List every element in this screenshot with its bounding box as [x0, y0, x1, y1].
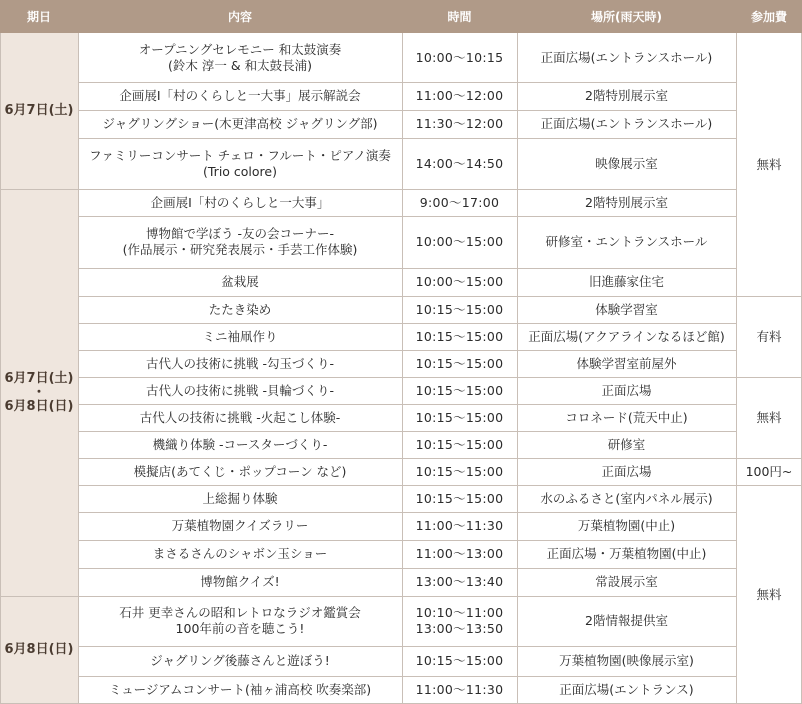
fee-free-3: 無料	[736, 485, 802, 704]
row-divider	[78, 268, 736, 269]
row-7-place-text: 旧進藤家住宅	[588, 274, 664, 289]
row-11-time	[402, 377, 517, 404]
row-5-place	[517, 189, 736, 216]
row-8-place	[517, 296, 736, 323]
row-7-content	[78, 268, 402, 296]
row-1-place	[517, 33, 736, 82]
day-june8	[0, 596, 78, 704]
row-13-time-line-1: 10:15～15:00	[415, 436, 504, 452]
row-15-time-line-1: 10:15～15:00	[415, 490, 504, 506]
header-day: 期日	[0, 0, 78, 33]
row-18-place-text: 常設展示室	[595, 574, 658, 589]
row-19-time-line-2: 13:00～13:50	[415, 621, 504, 636]
row-divider	[78, 296, 736, 297]
fee-100yen: 100円~	[736, 458, 802, 485]
row-2-time-line-1: 11:00～12:00	[415, 88, 504, 103]
row-21-content-line-1: ミュージアムコンサート(袖ヶ浦高校 吹奏楽部)	[108, 682, 372, 697]
row-4-content-line-1: ファミリーコンサート チェロ・フルート・ピアノ演奏	[89, 147, 391, 163]
row-1-content-line-1: オープニングセレモニー 和太鼓演奏	[138, 41, 342, 57]
row-21-place-text: 正面広場(エントランス)	[559, 682, 694, 697]
column-divider	[736, 33, 737, 704]
row-6-place-text: 研修室・エントランスホール	[545, 234, 708, 249]
row-13-place-text: 研修室	[607, 436, 646, 452]
row-2-place-text: 2階特別展示室	[585, 88, 668, 103]
row-14-time	[402, 458, 517, 485]
row-9-place-text: 正面広場(アクアラインなるほど館)	[528, 328, 725, 344]
column-divider	[517, 33, 518, 704]
fee-free-1: 無料	[736, 33, 802, 296]
row-20-place-text: 万葉植物園(映像展示室)	[559, 653, 694, 668]
row-19-place-text: 2階情報提供室	[585, 613, 668, 628]
row-13-time	[402, 431, 517, 458]
row-20-place	[517, 646, 736, 676]
row-5-content-line-1: 企画展Ⅰ「村のくらしと一大事」	[150, 194, 330, 210]
row-divider	[78, 189, 736, 190]
row-4-place-text: 映像展示室	[595, 155, 658, 171]
row-8-content-line-1: たたき染め	[208, 301, 272, 317]
row-14-content	[78, 458, 402, 485]
row-12-place-text: コロネード(荒天中止)	[565, 409, 688, 425]
row-10-place-text: 体験学習室前屋外	[576, 355, 677, 371]
row-17-content-line-1: まさるさんのシャボン玉ショー	[152, 546, 328, 561]
row-6-time-line-1: 10:00～15:00	[415, 234, 504, 249]
row-divider	[78, 404, 736, 405]
row-divider	[78, 350, 736, 351]
row-10-place	[517, 350, 736, 377]
row-5-place-text: 2階特別展示室	[585, 194, 668, 210]
row-7-content-line-1: 盆栽展	[221, 274, 259, 289]
row-16-time	[402, 512, 517, 540]
row-1-place-text: 正面広場(エントランスホール)	[540, 49, 713, 65]
row-10-time-line-1: 10:15～15:00	[415, 355, 504, 371]
row-8-time-line-1: 10:15～15:00	[415, 301, 504, 317]
day-june7-8-separator: ・	[32, 384, 46, 400]
row-3-content-line-1: ジャグリングショー(木更津高校 ジャグリング部)	[102, 116, 378, 131]
row-9-content	[78, 323, 402, 350]
column-divider	[402, 33, 403, 704]
row-6-content	[78, 216, 402, 268]
row-11-content	[78, 377, 402, 404]
row-15-content	[78, 485, 402, 512]
row-17-content	[78, 540, 402, 568]
row-2-content-line-1: 企画展Ⅰ「村のくらしと一大事」展示解説会	[119, 88, 361, 103]
row-21-content	[78, 676, 402, 704]
row-18-time	[402, 568, 517, 596]
row-3-time	[402, 110, 517, 138]
table-left-border	[0, 33, 1, 704]
row-16-place-text: 万葉植物園(中止)	[577, 518, 676, 533]
row-14-content-line-1: 模擬店(あてくじ・ポップコーン など)	[133, 463, 347, 479]
row-20-content-line-1: ジャグリング後藤さんと遊ぼう!	[150, 653, 330, 668]
row-1-time	[402, 33, 517, 82]
row-2-content	[78, 82, 402, 110]
row-8-place-text: 体験学習室	[595, 301, 658, 317]
row-18-time-line-1: 13:00～13:40	[415, 574, 504, 589]
row-4-content	[78, 138, 402, 189]
row-divider	[78, 323, 736, 324]
row-6-content-line-1: 博物館で学ぼう -友の会コーナー-	[145, 226, 334, 241]
row-3-time-line-1: 11:30～12:00	[415, 116, 504, 131]
fee-divider	[736, 296, 802, 297]
row-4-time	[402, 138, 517, 189]
row-19-content-line-1: 石井 更幸さんの昭和レトロなラジオ鑑賞会	[119, 605, 361, 620]
row-10-content	[78, 350, 402, 377]
row-5-content	[78, 189, 402, 216]
row-4-content-line-2: (Trio colore)	[203, 163, 277, 179]
row-6-content-line-2: (作品展示・研究発表展示・手芸工作体験)	[122, 242, 358, 257]
fee-divider	[736, 458, 802, 459]
row-18-content-line-1: 博物館クイズ!	[200, 574, 280, 589]
day-divider	[0, 189, 78, 190]
row-7-time-line-1: 10:00～15:00	[415, 274, 504, 289]
row-2-time	[402, 82, 517, 110]
fee-free-2: 無料	[736, 377, 802, 458]
row-divider	[78, 485, 736, 486]
day-june8-label: 6月8日(日)	[4, 642, 74, 657]
row-divider	[78, 568, 736, 569]
row-divider	[78, 138, 736, 139]
day-june7-8-second: 6月8日(日)	[4, 398, 74, 414]
row-20-content	[78, 646, 402, 676]
row-3-content	[78, 110, 402, 138]
row-divider	[78, 512, 736, 513]
row-14-time-line-1: 10:15～15:00	[415, 463, 504, 479]
row-16-place	[517, 512, 736, 540]
row-21-time-line-1: 11:00～11:30	[415, 682, 504, 697]
row-7-place	[517, 268, 736, 296]
row-10-content-line-1: 古代人の技術に挑戦 -勾玉づくり-	[146, 355, 334, 371]
column-divider	[78, 33, 79, 704]
row-14-place-text: 正面広場	[601, 463, 652, 479]
row-20-time-line-1: 10:15～15:00	[415, 653, 504, 668]
row-15-time	[402, 485, 517, 512]
row-12-time-line-1: 10:15～15:00	[415, 409, 504, 425]
row-17-place-text: 正面広場・万葉植物園(中止)	[546, 546, 707, 561]
row-9-content-line-1: ミニ袖凧作り	[202, 328, 278, 344]
row-16-content	[78, 512, 402, 540]
row-19-time-line-1: 10:10～11:00	[415, 605, 504, 620]
row-12-content-line-1: 古代人の技術に挑戦 -火起こし体験-	[139, 409, 341, 425]
row-3-place-text: 正面広場(エントランスホール)	[540, 116, 713, 131]
row-14-place	[517, 458, 736, 485]
row-11-content-line-1: 古代人の技術に挑戦 -貝輪づくり-	[146, 382, 334, 398]
row-13-place	[517, 431, 736, 458]
row-13-content-line-1: 機織り体験 -コースターづくり-	[152, 436, 328, 452]
row-9-time-line-1: 10:15～15:00	[415, 328, 504, 344]
fee-paid: 有料	[736, 296, 802, 377]
row-9-time	[402, 323, 517, 350]
day-june7	[0, 33, 78, 189]
row-11-place-text: 正面広場	[601, 382, 652, 398]
row-8-content	[78, 296, 402, 323]
row-19-content	[78, 596, 402, 646]
day-june7-8-first: 6月7日(土)	[4, 370, 74, 386]
row-18-place	[517, 568, 736, 596]
row-divider	[78, 458, 736, 459]
row-divider	[78, 431, 736, 432]
fee-divider	[736, 377, 802, 378]
row-15-place	[517, 485, 736, 512]
row-21-time	[402, 676, 517, 704]
header-content: 内容	[78, 0, 402, 33]
row-1-time-line-1: 10:00～10:15	[415, 49, 504, 65]
row-9-place	[517, 323, 736, 350]
row-11-place	[517, 377, 736, 404]
row-divider	[78, 82, 736, 83]
day-june7-label: 6月7日(土)	[4, 103, 74, 118]
row-12-place	[517, 404, 736, 431]
row-17-place	[517, 540, 736, 568]
row-10-time	[402, 350, 517, 377]
header-time: 時間	[402, 0, 517, 33]
day-divider	[0, 596, 78, 597]
row-11-time-line-1: 10:15～15:00	[415, 382, 504, 398]
row-4-time-line-1: 14:00～14:50	[415, 155, 504, 171]
row-divider	[78, 377, 736, 378]
row-5-time	[402, 189, 517, 216]
row-17-time-line-1: 11:00～13:00	[415, 546, 504, 561]
row-19-time	[402, 596, 517, 646]
row-16-content-line-1: 万葉植物園クイズラリー	[171, 518, 309, 533]
row-6-time	[402, 216, 517, 268]
row-19-place	[517, 596, 736, 646]
header-place: 場所(雨天時)	[517, 0, 736, 33]
row-5-time-line-1: 9:00～17:00	[419, 194, 500, 210]
row-6-place	[517, 216, 736, 268]
row-12-time	[402, 404, 517, 431]
row-19-content-line-2: 100年前の音を聴こう!	[175, 621, 305, 636]
row-divider	[78, 646, 736, 647]
row-3-place	[517, 110, 736, 138]
row-8-time	[402, 296, 517, 323]
row-16-time-line-1: 11:00～11:30	[415, 518, 504, 533]
row-13-content	[78, 431, 402, 458]
row-divider	[78, 676, 736, 677]
row-divider	[78, 216, 736, 217]
row-divider	[78, 110, 736, 111]
row-17-time	[402, 540, 517, 568]
fee-divider	[736, 485, 802, 486]
row-21-place	[517, 676, 736, 704]
header-fee: 参加費	[736, 0, 802, 33]
row-divider	[78, 540, 736, 541]
row-15-place-text: 水のふるさと(室内パネル展示)	[540, 490, 713, 506]
row-2-place	[517, 82, 736, 110]
row-20-time	[402, 646, 517, 676]
row-18-content	[78, 568, 402, 596]
row-7-time	[402, 268, 517, 296]
row-15-content-line-1: 上総掘り体験	[202, 490, 278, 506]
row-4-place	[517, 138, 736, 189]
day-june7-8	[0, 189, 78, 596]
row-1-content	[78, 33, 402, 82]
row-1-content-line-2: (鈴木 淳一 & 和太鼓長浦)	[168, 57, 312, 73]
row-12-content	[78, 404, 402, 431]
row-divider	[78, 596, 736, 597]
